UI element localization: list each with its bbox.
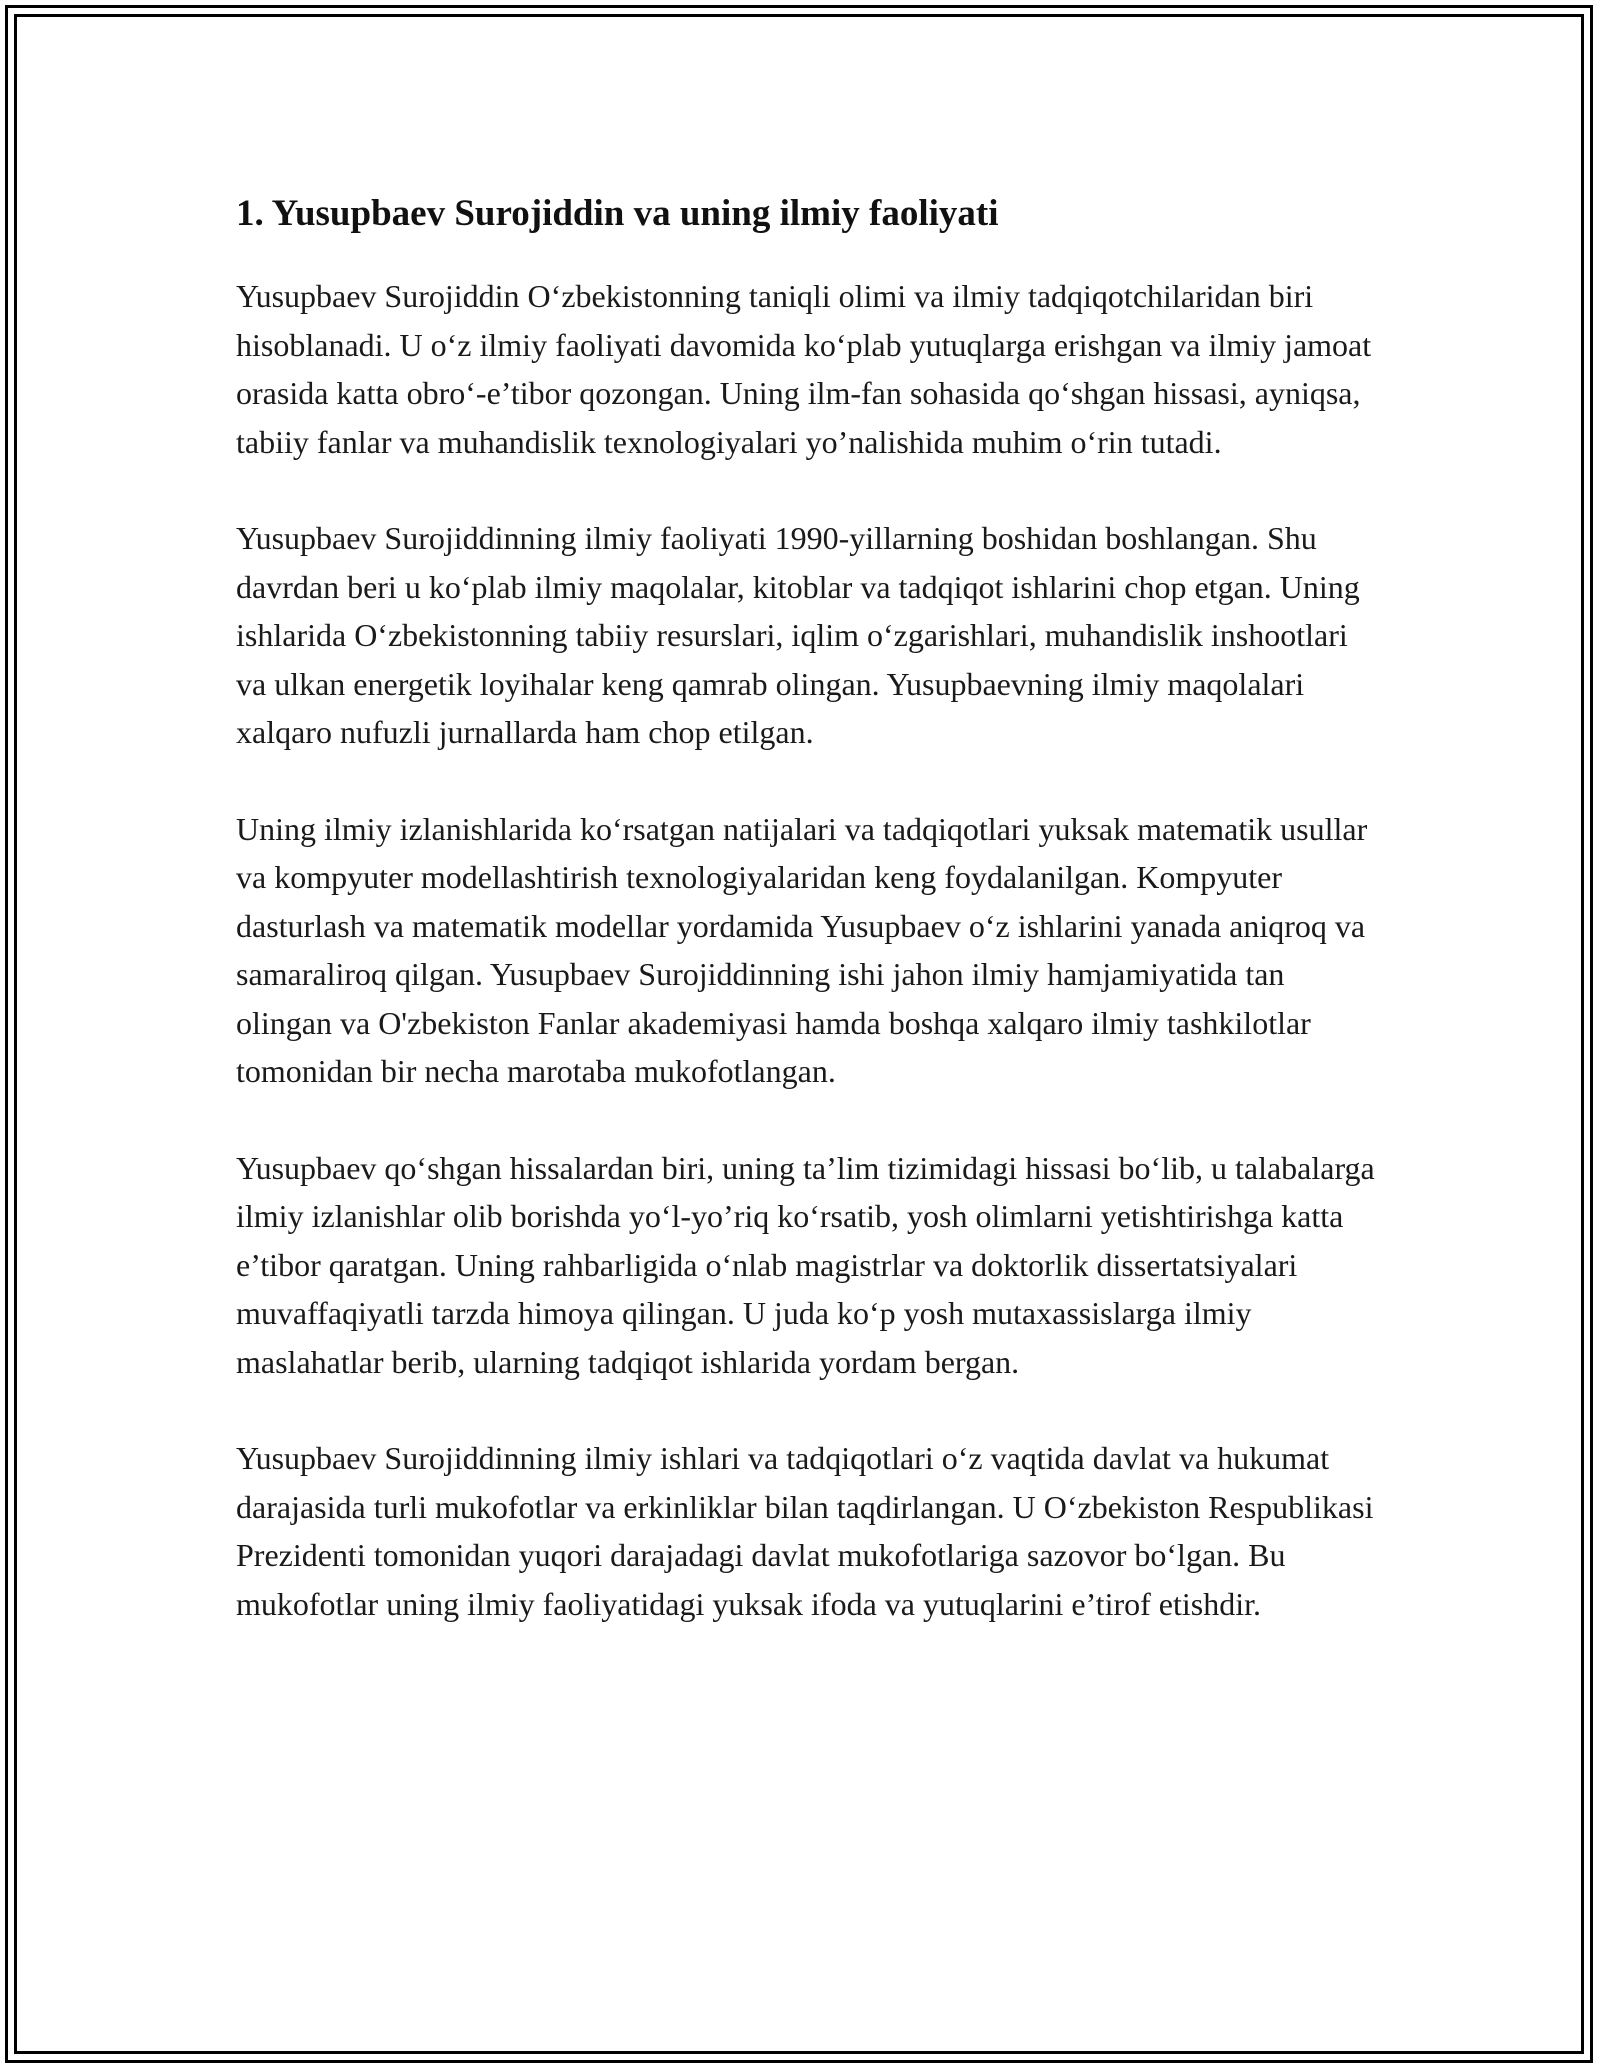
paragraph-5: Yusupbaev Surojiddinning ilmiy ishlari va tadqiqotlari o‘z vaqtida davlat va hukumat darajasida turli mukofotlar va erkinliklar bilan taqdirlangan. U O‘zbekiston Respublikasi Prezidenti tomonidan yuqori darajadagi davlat mukofotlariga sazovor bo‘lgan. Bu mukofotlar uning ilmiy faoliyatidagi yuksak ifoda va yutuqlarini e’tirof etishdir. — [236, 1440, 1374, 1622]
paragraph-3: Uning ilmiy izlanishlarida ko‘rsatgan natijalari va tadqiqotlari yuksak matematik usullar va kompyuter modellashtirish texnologiyalaridan keng foydalanilgan. Kompyuter dasturlash va matematik modellar yordamida Yusupbaev o‘z ishlarini yanada aniqroq va samaraliroq qilgan. Yusupbaev Surojiddinning ishi jahon ilmiy hamjamiyatida tan olingan va O'zbekiston Fanlar akademiyasi hamda boshqa xalqaro ilmiy tashkilotlar tomonidan bir necha marotaba mukofotlangan. — [236, 810, 1368, 1089]
paragraph-2: Yusupbaev Surojiddinning ilmiy faoliyati 1990-yillarning boshidan boshlangan. Shu davrdan beri u ko‘plab ilmiy maqolalar, kitoblar va tadqiqot ishlarini chop etgan. Uning ishlarida O‘zbekistonning tabiiy resurslari, iqlim o‘zgarishlari, muhandislik inshootlari va ulkan energetik loyihalar keng qamrab olingan. Yusupbaevning ilmiy maqolalari xalqaro nufuzli jurnallarda ham chop etilgan. — [236, 520, 1360, 750]
section-heading: 1. Yusupbaev Surojiddin va uning ilmiy faoliyati — [236, 193, 999, 234]
document-body — [236, 186, 1376, 1628]
paragraph-1: Yusupbaev Surojiddin O‘zbekistonning taniqli olimi va ilmiy tadqiqotchilaridan biri hisoblanadi. U o‘z ilmiy faoliyati davomida ko‘plab yutuqlarga erishgan va ilmiy jamoat orasida katta obro‘-e’tibor qozongan. Uning ilm-fan sohasida qo‘shgan hissasi, ayniqsa, tabiiy fanlar va muhandislik texnologiyalari yo’nalishida muhim o‘rin tutadi. — [236, 278, 1372, 460]
paragraph-4: Yusupbaev qo‘shgan hissalardan biri, uning ta’lim tizimidagi hissasi bo‘lib, u talabalarga ilmiy izlanishlar olib borishda yo‘l-yo’riq ko‘rsatib, yosh olimlarni yetishtirishga katta e’tibor qaratgan. Uning rahbarligida o‘nlab magistrlar va doktorlik dissertatsiyalari muvaffaqiyatli tarzda himoya qilingan. U juda ko‘p yosh mutaxassislarga ilmiy maslahatlar berib, ularning tadqiqot ishlarida yordam bergan. — [236, 1149, 1375, 1380]
